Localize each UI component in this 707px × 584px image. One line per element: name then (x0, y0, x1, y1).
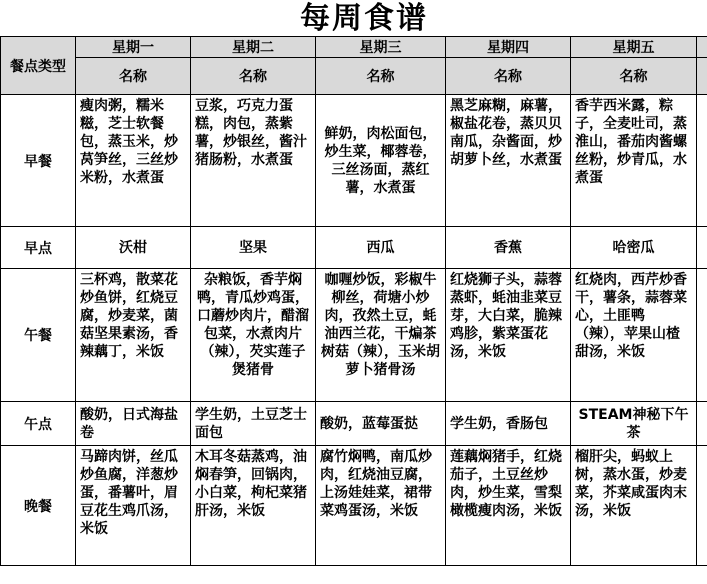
menu-table (0, 36, 707, 566)
meal-type-dinner: 晚餐 (1, 446, 76, 566)
menu-cell: 腐竹焖鸭，南瓜炒肉，红烧油豆腐，上汤娃娃菜，裙带菜鸡蛋汤，米饭 (316, 446, 446, 566)
menu-cell: 红烧狮子头，蒜蓉蒸虾，蚝油韭菜豆芽，大白菜，脆辣鸡胗，紫菜蛋花汤，米饭 (446, 269, 571, 402)
day-header-wed: 星期三 (316, 37, 446, 58)
name-header-wed: 名称 (316, 58, 446, 95)
meal-type-header: 餐点类型 (1, 37, 76, 95)
extra-column (697, 227, 707, 269)
menu-cell: 木耳冬菇蒸鸡，油焖春笋，回锅肉，小白菜，枸杞菜猪肝汤，米饭 (191, 446, 316, 566)
day-header-tue: 星期二 (191, 37, 316, 58)
menu-cell: 鲜奶，肉松面包，炒生菜，椰蓉卷，三丝汤面，蒸红薯，水煮蛋 (316, 95, 446, 227)
meal-type-lunch: 午餐 (1, 269, 76, 402)
menu-cell: 莲藕焖猪手，红烧茄子，土豆丝炒肉，炒生菜，雪梨橄榄瘦肉汤，米饭 (446, 446, 571, 566)
meal-type-breakfast: 早餐 (1, 95, 76, 227)
menu-cell: 瘦肉粥，糯米糍，芝士软餐包，蒸玉米，炒莴笋丝，三丝炒米粉，水煮蛋 (76, 95, 191, 227)
menu-cell: 酸奶，蓝莓蛋挞 (316, 402, 446, 446)
extra-column (697, 58, 707, 95)
name-header-thu: 名称 (446, 58, 571, 95)
meal-type-afternoon-snack: 午点 (1, 402, 76, 446)
menu-cell: 咖喱炒饭，彩椒牛柳丝，荷塘小炒肉，孜然土豆，蚝油西兰花，干煸茶树菇（辣），玉米胡萝卜猪骨汤 (316, 269, 446, 402)
title-left-blank (0, 0, 75, 36)
menu-cell: 学生奶，香肠包 (446, 402, 571, 446)
extra-column (697, 402, 707, 446)
name-header-fri: 名称 (571, 58, 697, 95)
menu-cell: 西瓜 (316, 227, 446, 269)
menu-cell: 三杯鸡，散菜花炒鱼饼，红烧豆腐，炒麦菜，菌菇坚果素汤，香辣藕丁，米饭 (76, 269, 191, 402)
name-header-tue: 名称 (191, 58, 316, 95)
menu-cell: 豆浆，巧克力蛋糕，肉包，蒸紫薯，炒银丝，酱汁猪肠粉，水煮蛋 (191, 95, 316, 227)
menu-cell: 哈密瓜 (571, 227, 697, 269)
day-header-fri: 星期五 (571, 37, 697, 58)
menu-cell: 黑芝麻糊，麻薯，椒盐花卷，蒸贝贝南瓜，杂酱面，炒胡萝卜丝，水煮蛋 (446, 95, 571, 227)
menu-cell: STEAM神秘下午茶 (571, 402, 697, 446)
extra-column (697, 269, 707, 402)
extra-column (697, 95, 707, 227)
meal-type-morning-snack: 早点 (1, 227, 76, 269)
menu-cell: 杂粮饭，香芋焖鸭，青瓜炒鸡蛋，口蘑炒肉片，醋溜包菜，水煮肉片（辣），芡实莲子煲猪骨 (191, 269, 316, 402)
menu-cell: 香蕉 (446, 227, 571, 269)
menu-cell: 酸奶，日式海盐卷 (76, 402, 191, 446)
page-title: 每周食谱 (300, 1, 428, 36)
extra-column (697, 446, 707, 566)
menu-cell: 学生奶，土豆芝士面包 (191, 402, 316, 446)
name-header-mon: 名称 (76, 58, 191, 95)
menu-cell: 沃柑 (76, 227, 191, 269)
menu-cell: 红烧肉，西芹炒香干，薯条，蒜蓉菜心，土匪鸭（辣），苹果山楂甜汤，米饭 (571, 269, 697, 402)
day-header-mon: 星期一 (76, 37, 191, 58)
extra-column (697, 37, 707, 58)
day-header-thu: 星期四 (446, 37, 571, 58)
menu-cell: 马蹄肉饼，丝瓜炒鱼腐，洋葱炒蛋，番薯叶，眉豆花生鸡爪汤，米饭 (76, 446, 191, 566)
menu-cell: 香芋西米露，粽子，全麦吐司，蒸淮山，番茄肉酱螺丝粉，炒青瓜，水煮蛋 (571, 95, 697, 227)
menu-cell: 坚果 (191, 227, 316, 269)
menu-cell: 榴肝尖，蚂蚁上树，蒸水蛋，炒麦菜，芥菜咸蛋肉末汤，米饭 (571, 446, 697, 566)
